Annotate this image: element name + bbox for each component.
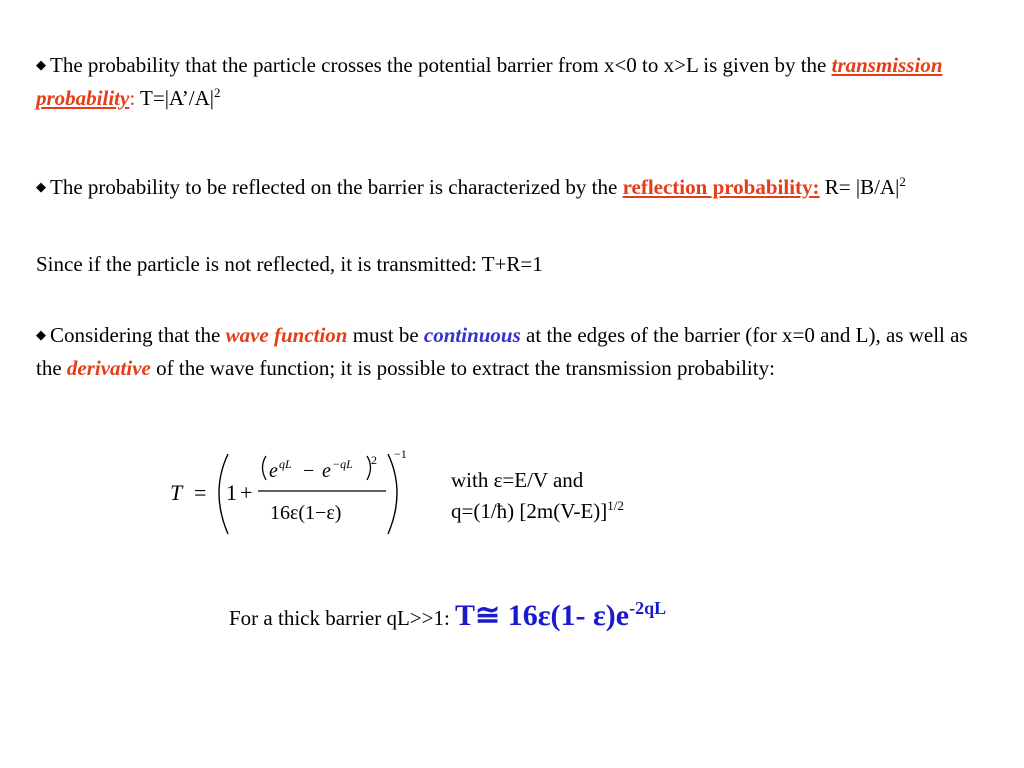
thick-barrier-formula — [455, 599, 666, 632]
bullet3-text-b: must be — [347, 323, 424, 347]
formula-equals: = — [194, 480, 207, 505]
diamond-bullet-icon: ◆ — [36, 57, 46, 72]
q-definition-exponent: 1/2 — [607, 498, 624, 513]
thick-barrier-approximation — [229, 600, 666, 634]
thick-formula-exponent: -2qL — [629, 598, 667, 618]
num-exp1: qL — [279, 457, 292, 471]
bullet2-text: The probability to be reflected on the barrier is characterized by the — [50, 175, 623, 199]
since-text: Since if the particle is not reflected, it is transmitted: T+R=1 — [36, 252, 543, 276]
formula-lhs: T — [170, 480, 183, 505]
wave-function-term: wave function — [225, 323, 348, 347]
thick-formula-main: T≅ 16ε(1- ε)e — [455, 599, 630, 632]
bullet-reflection — [36, 172, 988, 205]
formula-definitions — [451, 465, 711, 527]
num-minus: − — [303, 460, 315, 482]
transmission-formula: T=|A’/A| — [135, 86, 214, 110]
bullet3-text-a: Considering that the — [50, 323, 226, 347]
bullet-transmission — [36, 50, 988, 114]
num-e2: e — [322, 460, 331, 482]
continuous-term: continuous — [423, 323, 521, 347]
epsilon-definition: with ε=E/V and — [451, 468, 584, 492]
formula-one: 1 — [226, 480, 237, 505]
bullet1-colon: : — [129, 86, 136, 110]
bullet3-text-d: of the wave function; it is possible to extract the transmission probability: — [150, 356, 775, 380]
num-square: 2 — [371, 453, 377, 467]
since-line — [36, 249, 988, 280]
thick-barrier-lead: For a thick barrier qL>>1: — [229, 606, 456, 630]
formula-outer-exponent: −1 — [394, 447, 407, 461]
derivative-term: derivative — [66, 356, 151, 380]
num-right-paren — [367, 456, 371, 480]
q-definition-text: q=(1/ħ) [2m(V-E)] — [451, 499, 608, 523]
formula-denominator: 16ε(1−ε) — [270, 502, 342, 524]
num-left-paren — [263, 456, 267, 480]
bullet-continuity — [36, 320, 988, 384]
bullet3-text-c: at the edges of the barrier (for x=0 and L), as well as the — [36, 323, 968, 380]
num-exp2: −qL — [332, 457, 353, 471]
formula-plus: + — [240, 480, 253, 505]
big-right-paren — [388, 454, 397, 534]
transmission-exponent: 2 — [213, 85, 221, 100]
reflection-formula: R= |B/A| — [819, 175, 900, 199]
bullet1-text: The probability that the particle crosses the potential barrier from x<0 to x>L is given by the — [50, 53, 832, 77]
diamond-bullet-icon: ◆ — [36, 179, 46, 194]
transmission-probability-term: transmission probability — [36, 53, 943, 110]
diamond-bullet-icon: ◆ — [36, 327, 46, 342]
q-definition — [451, 496, 711, 527]
transmission-formula-equation — [162, 446, 410, 542]
num-e1: e — [269, 460, 278, 482]
reflection-exponent: 2 — [899, 174, 906, 189]
reflection-probability-term: reflection probability: — [622, 175, 820, 199]
